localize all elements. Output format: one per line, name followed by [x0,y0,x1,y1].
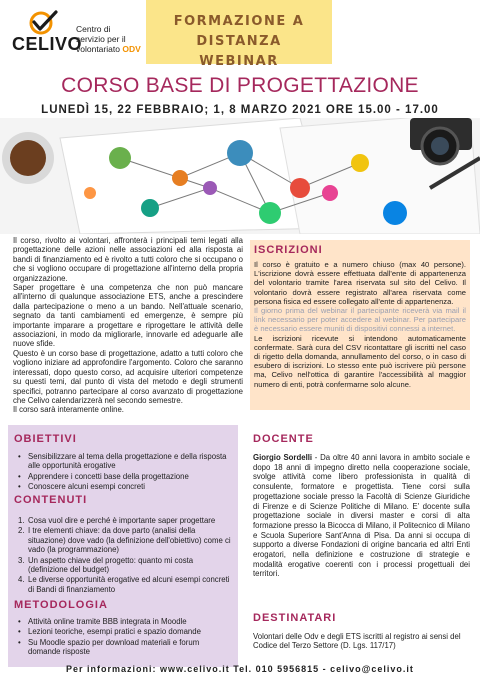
logo-check-icon [28,10,58,36]
celivo-logo [10,6,141,56]
footer-contact: Per informazioni: www.celivo.it Tel. 010 5956815 - celivo@celivo.it [66,664,414,674]
list-item: • Apprendere i concetti base della progettazione [18,472,232,481]
iscrizioni-paragraph: Il corso è gratuito e a numero chiuso (max 40 persone). L'iscrizione dovrà essere effettuata dall'ente di appartenenza del volontario tramite l'area riservata sul sito del Celivo. Il volontario dovrà essere registrato all'area riservata come persona fisica ed essere collegato all'ente di appartenenza. [254,260,466,306]
intro-paragraph: Questo è un corso base di progettazione, adatto a tutti coloro che vogliono iniziare ad approfondire l'argomento. Coloro che saranno interessati, dopo questo corso, ad acquisire ulteriori competenze su questi temi, dal punto di vista del metodo e degli strumenti specifici, potranno partecipare al corso avanzato di progettazione che Celivo calendarizzerà nel secondo semestre. [13,348,243,405]
destinatari-title: DESTINATARI [253,612,337,624]
destinatari-text: Volontari delle Odv e degli ETS iscritti al registro ai sensi del Codice del Terzo Settore (D. Lgs. 117/17) [253,632,461,651]
obiettivi-title: OBIETTIVI [14,433,77,445]
contenuti-list [18,516,232,595]
docente-bio: Giorgio Sordelli - Da oltre 40 anni lavora in ambito sociale e dopo 18 anni di impegno diretto nella cooperazione sociale, svolge attività come libero professionista in qualità di consulente, formatore e progettista. Tiene corsi sulla progettazione sociale presso la Facoltà di Scienze Giuridiche di Firenze e di Scienze Politiche di Milano. E' docente sulla progettazione sociale in diversi master e corsi di alta formazione presso la Bicocca di Milano, il Politecnico di Milano e Scuola Superiore Sant'Anna di Pisa. Da anni si occupa di supporto a diverse Fondazioni di origine bancaria ed altri Enti erogatori, nella definizione e costruzione di strategie e modalità erogative coerenti con i processi progettuali dei territori. [253,453,470,579]
iscrizioni-paragraph: Le iscrizioni ricevute si intendono automaticamente confermate. Sarà cura del CSV ricontattare gli iscritti nel caso di rigetto della domanda, annullamento del corso, o in caso di esubero di iscrizioni. Lo stesso ente può iscrivere più persone ma, Celivo nell'ottica di garantire l'accessibilità al maggior numero di enti, potrà confermarne solo alcune. [254,333,466,389]
metodologia-list [18,617,232,658]
intro-paragraph: Saper progettare è una competenza che non può mancare all'interno di qualunque associazione ETS, anche a prescindere dalla partecipazione o meno a un bando. Nell'attuale scenario, segnato da tanti cambiamenti ed emergenze, è sempre più importante imparare a progettare e riprogettare le attività delle associazioni, in modo da migliorarle, innovarle ed adeguarle alle nuove sfide. [13,283,243,349]
intro-paragraph: Il corso, rivolto ai volontari, affronterà i principali temi legati alla progettazione delle azioni nelle associazioni ed alla risposta ai bandi di finanziamento ed è rivolto a tutti coloro che si occupano o che si vogliono occupare di progettazione all'interno della propria organizzazione. [13,236,243,283]
header-line-2: WEBINAR [199,54,279,69]
header-banner [146,0,332,69]
list-item: 2. I tre elementi chiave: da dove parto (analisi della situazione) dove vado (la definizione dell'obiettivo) come ci vado (la programmazione) [18,526,231,555]
intro-paragraph: Il corso sarà interamente online. [13,405,124,415]
metodologia-title: METODOLOGIA [14,599,108,611]
list-item: • Lezioni teoriche, esempi pratici e spazio domande [18,627,232,636]
list-item: • Su Moodle spazio per download materiali e forum domande risposte [18,638,232,657]
logo-name: CELIVO [12,34,83,54]
list-item: • Sensibilizzare al tema della progettazione e della risposta alle opportunità erogative [18,452,232,471]
course-title: CORSO BASE DI PROGETTAZIONE [61,74,419,97]
iscrizioni-header [250,240,470,258]
header-line-1: FORMAZIONE A DISTANZA [173,14,305,49]
obiettivi-list [18,452,232,493]
iscrizioni-paragraph: Il giorno prima del webinar il partecipante riceverà via mail il link necessario per poter accedere al webinar. Per partecipare è necessario essere muniti di dispositivi connessi a internet. [254,306,466,334]
hero-illustration [0,118,480,234]
planning-desk-image [0,118,480,234]
iscrizioni-body [250,258,470,410]
list-item: • Attività online tramite BBB integrata in Moodle [18,617,232,626]
course-dates: LUNEDÌ 15, 22 FEBBRAIO; 1, 8 MARZO 2021 ORE 15.00 - 17.00 [41,104,439,116]
docente-title: DOCENTE [253,433,314,445]
list-item: 4. Le diverse opportunità erogative ed alcuni esempi concreti di Bandi di finanziamento [18,575,230,594]
contenuti-title: CONTENUTI [14,494,88,506]
list-item: • Conoscere alcuni esempi concreti [18,482,232,491]
logo-subtitle: Centro di servizio per il volontariato ODV [76,24,141,54]
intro-text [13,236,243,415]
list-item: 1. Cosa vuol dire e perché è importante saper progettare [18,516,216,525]
docente-name: Giorgio Sordelli [253,453,313,462]
iscrizioni-title: ISCRIZIONI [254,244,323,256]
list-item: 3. Un aspetto chiave del progetto: quanto mi costa (definizione del budget) [18,555,194,575]
